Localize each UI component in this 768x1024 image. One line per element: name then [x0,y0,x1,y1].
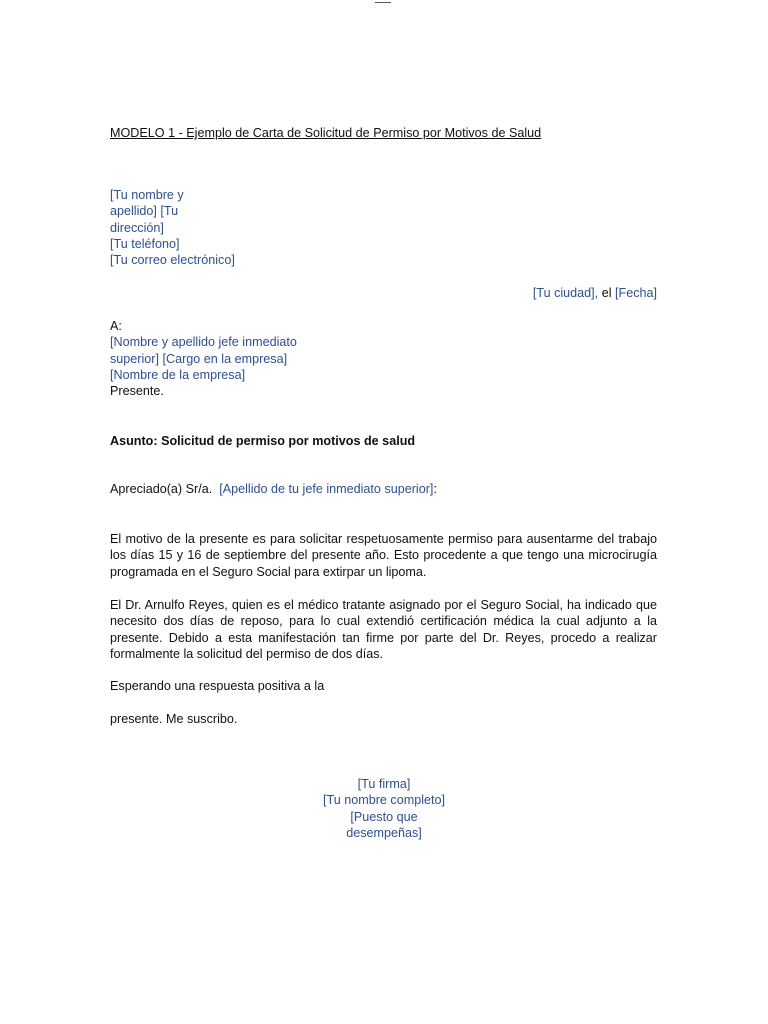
date-connector: el [601,286,612,300]
greeting-suffix: : [433,482,437,496]
greeting-line [110,481,657,497]
recipient-company: [Nombre de la empresa] [110,367,246,382]
closing-line-2: presente. Me suscribo. [110,712,238,726]
recipient-position: [Cargo en la empresa] [162,351,288,366]
signature-firma: [Tu firma] [357,777,411,791]
recipient-presente: Presente. [110,384,164,399]
sender-address: [Tu dirección] [110,204,179,235]
signature-role: [Puesto que desempeñas] [346,809,422,840]
date-value: [Fecha] [615,286,657,300]
signature-block [300,776,468,841]
sender-email: [Tu correo electrónico] [110,253,235,268]
recipient-label: A: [110,319,122,333]
body-paragraph-2: El Dr. Arnulfo Reyes, quien es el médico tratante asignado por el Seguro Social, ha indicado que necesito dos días de reposo, para lo cual extendió certificación médica la cual adjunto a la presente. Debido a esta manifestación tan firme por parte del Dr. Reyes, procedo a realizar formalmente la solicitud del permiso de dos días. [110,598,657,661]
date-city: [Tu ciudad], [532,286,599,300]
closing-line-1: Esperando una respuesta positiva a la [110,679,325,693]
signature-full-name: [Tu nombre completo] [322,793,446,808]
greeting-prefix: Apreciado(a) Sr/a. [110,482,213,496]
date-line [110,285,657,301]
top-edge-mark [375,0,391,3]
sender-phone: [Tu teléfono] [110,236,180,251]
recipient-block [110,318,315,399]
recipient-name: [Nombre y apellido jefe inmediato superior] [110,335,297,366]
body-paragraph-1: El motivo de la presente es para solicitar respetuosamente permiso para ausentarme del trabajo los días 15 y 16 de septiembre del presente año. Esto procedente a que tengo una microcirugía programada en el Seguro Social para extirpar un lipoma. [110,532,657,579]
sender-block [110,187,235,268]
document-title: MODELO 1 - Ejemplo de Carta de Solicitud de Permiso por Motivos de Salud [110,126,542,140]
subject-line: Asunto: Solicitud de permiso por motivos de salud [110,434,416,448]
sender-name: [Tu nombre y apellido] [110,188,184,219]
greeting-name: [Apellido de tu jefe inmediato superior] [219,482,434,496]
